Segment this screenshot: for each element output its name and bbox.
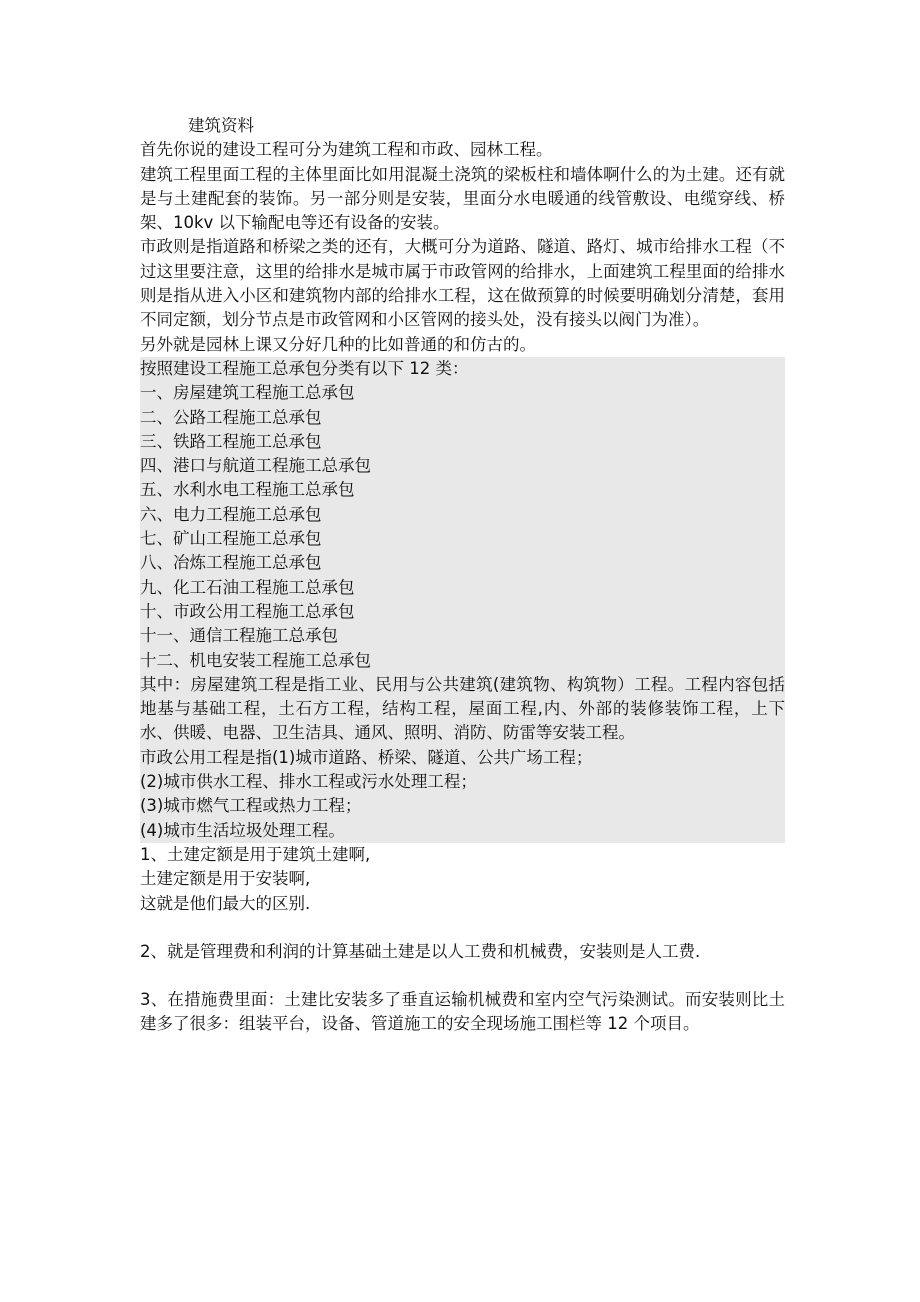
list-item: 十一、通信工程施工总承包 — [140, 626, 338, 646]
municipal-definition-line: (3)城市燃气工程或热力工程； — [140, 796, 362, 816]
difference-point-2: 2、就是管理费和利润的计算基础土建是以人工费和机械费，安装则是人工费. — [140, 941, 701, 961]
list-item: 六、电力工程施工总承包 — [140, 504, 322, 524]
difference-point-1-line: 1、土建定额是用于建筑土建啊, — [140, 844, 371, 864]
list-item: 九、化工石油工程施工总承包 — [140, 577, 355, 597]
list-item: 二、公路工程施工总承包 — [140, 407, 322, 427]
difference-point-1-line: 这就是他们最大的区别. — [140, 893, 311, 913]
document-title: 建筑资料 — [188, 116, 254, 135]
classification-section — [140, 357, 785, 843]
list-item: 七、矿山工程施工总承包 — [140, 529, 322, 549]
list-item: 五、水利水电工程施工总承包 — [140, 480, 355, 500]
municipal-definition-line: (2)城市供水工程、排水工程或污水处理工程； — [140, 772, 477, 792]
difference-point-3: 3、在措施费里面：土建比安装多了垂直运输机械费和室内空气污染测试。而安装则比土建多了很多：组装平台，设备、管道施工的安全现场施工围栏等 12 个项目。 — [140, 990, 785, 1034]
classification-heading: 按照建设工程施工总承包分类有以下 12 类： — [140, 358, 469, 378]
building-paragraph: 建筑工程里面工程的主体里面比如用混凝土浇筑的梁板柱和墙体啊什么的为土建。还有就是与土建配套的装饰。另一部分则是安装，里面分水电暖通的线管敷设、电缆穿线、桥架、10kv 以下输配电等还有设备的安装。 — [140, 164, 785, 233]
paragraph-spacer — [140, 964, 785, 988]
municipal-paragraph: 市政则是指道路和桥梁之类的还有，大概可分为道路、隧道、路灯、城市给排水工程（不过这里要注意，这里的给排水是城市属于市政管网的给排水，上面建筑工程里面的给排水则是指从进入小区和建筑物内部的给排水工程，这在做预算的时候要明确划分清楚，套用不同定额，划分节点是市政管网和小区管网的接头处，没有接头以阀门为准）。 — [140, 237, 785, 330]
intro-paragraph: 首先你说的建设工程可分为建筑工程和市政、园林工程。 — [140, 140, 553, 160]
list-item: 十、市政公用工程施工总承包 — [140, 601, 355, 621]
municipal-definition-line: (4)城市生活垃圾处理工程。 — [140, 820, 345, 840]
list-item: 三、铁路工程施工总承包 — [140, 431, 322, 451]
list-item: 十二、机电安装工程施工总承包 — [140, 650, 371, 670]
municipal-definition-line: 市政公用工程是指(1)城市道路、桥梁、隧道、公共广场工程； — [140, 747, 593, 767]
garden-paragraph: 另外就是园林上课又分好几种的比如普通的和仿古的。 — [140, 334, 536, 354]
list-item: 四、港口与航道工程施工总承包 — [140, 456, 371, 476]
difference-point-1-line: 土建定额是用于安装啊, — [140, 869, 311, 889]
housing-definition: 其中：房屋建筑工程是指工业、民用与公共建筑(建筑物、构筑物）工程。工程内容包括地基与基础工程，土石方工程，结构工程，屋面工程,内、外部的装修装饰工程，上下水、供暖、电器、卫生洁具、通风、照明、消防、防雷等安装工程。 — [140, 674, 785, 743]
document-body — [140, 114, 785, 1037]
paragraph-spacer — [140, 916, 785, 940]
list-item: 八、冶炼工程施工总承包 — [140, 553, 322, 573]
list-item: 一、房屋建筑工程施工总承包 — [140, 383, 355, 403]
